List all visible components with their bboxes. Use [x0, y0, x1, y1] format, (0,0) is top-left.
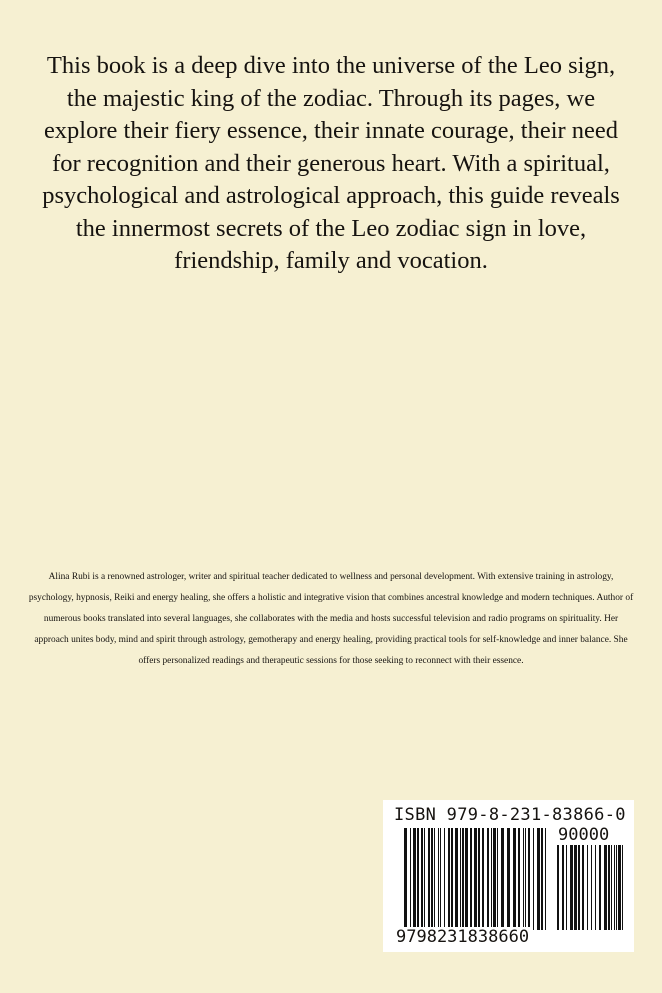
- barcode-bar: [537, 828, 540, 930]
- barcode-bar: [595, 845, 596, 930]
- barcode-bar: [451, 828, 453, 930]
- barcode-box: [383, 800, 634, 952]
- barcode-bar: [557, 845, 559, 930]
- barcode-bar: [444, 828, 445, 930]
- barcode-bar: [431, 828, 433, 930]
- barcode-bar: [497, 828, 498, 930]
- price-addon-code: 90000: [558, 825, 610, 845]
- ean-digits: 9798231838660: [396, 927, 530, 947]
- barcode-bar: [562, 845, 564, 930]
- barcode-bar: [470, 828, 472, 930]
- barcode-bar: [618, 845, 621, 930]
- barcode-bar: [611, 845, 612, 930]
- barcode-bar: [604, 845, 607, 930]
- author-bio: Alina Rubi is a renowned astrologer, writer and spiritual teacher dedicated to wellness and personal development. With extensive training in astrology, psychology, hypnosis, Reiki and energy healing, she offers a holistic and integrative vision that combines ancestral knowledge and modern techniques. Author of numerous books translated into several languages, she collaborates with the media and hosts successful television and radio programs on spirituality. Her approach unites body, mind and spirit through astrology, gemotherapy and energy healing, providing practical tools for self-knowledge and inner balance. She offers personalized readings and therapeutic sessions for those seeking to reconnect with their essence.: [28, 572, 634, 666]
- barcode-bar: [487, 828, 489, 930]
- barcode-bar: [541, 828, 543, 930]
- barcode-bar: [424, 828, 425, 930]
- barcode-bar: [491, 828, 492, 930]
- barcode-bar: [428, 828, 430, 930]
- barcode-bar: [545, 828, 546, 930]
- barcode-bar: [507, 828, 510, 930]
- barcode-bar: [566, 845, 567, 930]
- barcode-bar: [404, 828, 407, 930]
- barcode-bar: [465, 828, 468, 930]
- barcode-bar: [533, 828, 534, 930]
- barcode-bar: [622, 845, 623, 930]
- barcode-bar: [599, 845, 601, 930]
- barcode-bar: [528, 828, 530, 930]
- barcode-bar: [434, 828, 435, 930]
- barcode-bar: [455, 828, 458, 930]
- barcode-bar: [462, 828, 464, 930]
- barcode-bar: [460, 828, 461, 930]
- back-cover-blurb: This book is a deep dive into the universe of the Leo sign, the majestic king of the zodiac. Through its pages, we explore their fiery essence, their innate courage, their need for recognition and their generous heart. With a spiritual, psychological and astrological approach, this guide reveals the innermost secrets of the Leo zodiac sign in love, friendship, family and vocation.: [42, 52, 620, 274]
- barcode-bar: [608, 845, 610, 930]
- barcode-bar: [501, 828, 504, 930]
- barcode-bar: [570, 845, 573, 930]
- barcode-bar: [448, 828, 450, 930]
- barcode-bar: [513, 828, 516, 930]
- barcode-bar: [574, 845, 577, 930]
- barcode-bar: [440, 828, 441, 930]
- barcode-bar: [410, 828, 411, 930]
- barcode-bar: [417, 828, 419, 930]
- barcode-bar: [525, 828, 526, 930]
- barcode-bar: [523, 828, 524, 930]
- barcode-bar: [614, 845, 615, 930]
- barcode-bar: [578, 845, 580, 930]
- isbn-label: ISBN 979-8-231-83866-0: [394, 805, 626, 825]
- barcode-bar: [591, 845, 592, 930]
- barcode-bar: [582, 845, 584, 930]
- barcode-bar: [474, 828, 477, 930]
- barcode-bar: [518, 828, 520, 930]
- barcode-bar: [438, 828, 439, 930]
- barcode-bar: [413, 828, 416, 930]
- barcode-bar: [421, 828, 423, 930]
- barcode-bar: [478, 828, 480, 930]
- barcode-bar: [616, 845, 617, 930]
- barcode-bar: [587, 845, 588, 930]
- barcode-bar: [482, 828, 484, 930]
- barcode-bar: [493, 828, 496, 930]
